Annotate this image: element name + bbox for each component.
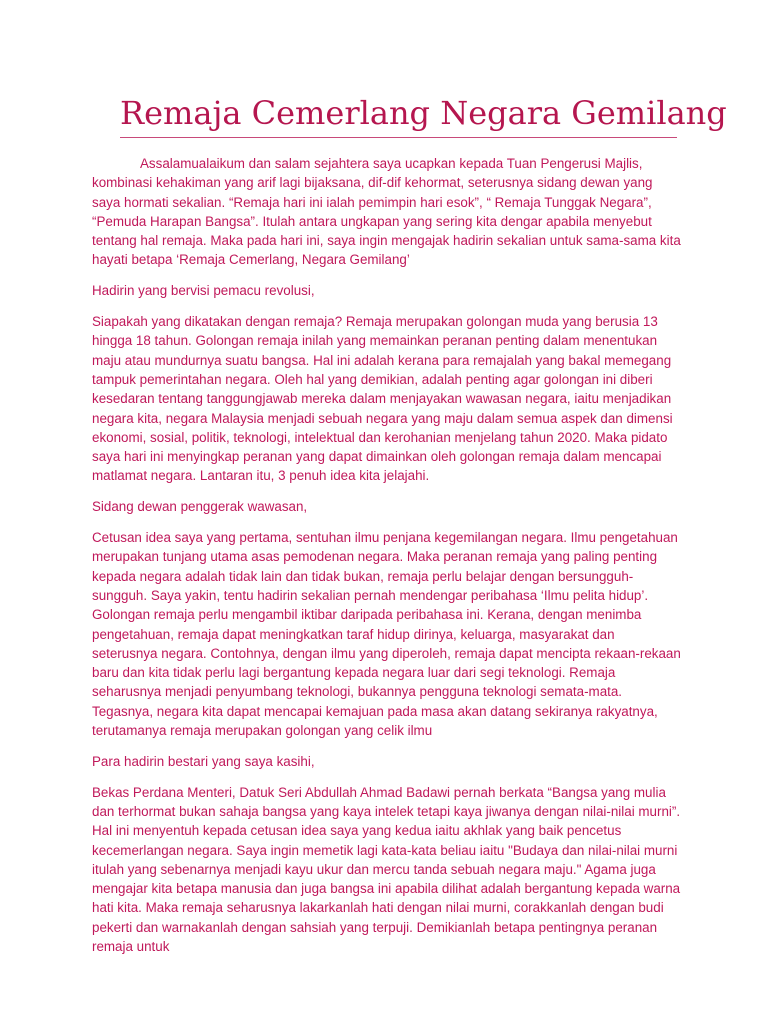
paragraph-address-3: Para hadirin bestari yang saya kasihi, bbox=[92, 753, 315, 769]
document-body bbox=[92, 154, 682, 968]
paragraph-idea-2: Bekas Perdana Menteri, Datuk Seri Abdullah Ahmad Badawi pernah berkata “Bangsa yang mulia dan terhormat bukan sahaja bangsa yang kaya intelek tetapi kaya jiwanya dengan nilai-nilai murni”. Hal ini menyentuh kepada cetusan idea saya yang kedua iaitu akhlak yang baik pencetus kecemerlangan negara. Saya ingin memetik lagi kata-kata beliau iaitu "Budaya dan nilai-nilai murni itulah yang sebenarnya menjadi kayu ukur dan mercu tanda sebuah negara maju." Agama juga mengajar kita betapa manusia dan juga bangsa ini apabila dilihat adalah bergantung kepada warna hati kita. Maka remaja seharusnya lakarkanlah hati dengan nilai murni, corakkanlah dengan budi pekerti dan warnakanlah dengan sahsiah yang terpuji. Demikianlah betapa pentingnya peranan remaja untuk bbox=[92, 784, 681, 954]
title-underline bbox=[120, 137, 677, 138]
paragraph-definition: Siapakah yang dikatakan dengan remaja? Remaja merupakan golongan muda yang berusia 13 hingga 18 tahun. Golongan remaja inilah yang memainkan peranan penting dalam menentukan maju atau mundurnya suatu bangsa. Hal ini adalah kerana para remajalah yang bakal memegang tampuk pemerintahan negara. Oleh hal yang demikian, adalah penting agar golongan ini diberi kesedaran tentang tanggungjawab mereka dalam menjayakan wawasan negara, iaitu menjadikan negara kita, negara Malaysia menjadi sebuah negara yang maju dalam semua aspek dan dimensi ekonomi, sosial, politik, teknologi, intelektual dan kerohanian menjelang tahun 2020. Maka pidato saya hari ini menyingkap peranan yang dapat dimainkan oleh golongan remaja dalam mencapai matlamat negara. Lantaran itu, 3 penuh idea kita jelajahi. bbox=[92, 314, 673, 484]
paragraph-idea-1: Cetusan idea saya yang pertama, sentuhan ilmu penjana kegemilangan negara. Ilmu pengetahuan merupakan tunjang utama asas pemodenan negara. Maka peranan remaja yang paling penting kepada negara adalah tidak lain dan tidak bukan, remaja perlu belajar dengan bersungguh-sungguh. Saya yakin, tentu hadirin sekalian pernah mendengar peribahasa ‘Ilmu pelita hidup’. Golongan remaja perlu mengambil iktibar daripada peribahasa ini. Kerana, dengan menimba pengetahuan, remaja dapat meningkatkan taraf hidup dirinya, keluarga, masyarakat dan seterusnya negara. Contohnya, dengan ilmu yang diperoleh, remaja dapat mencipta rekaan-rekaan baru dan kita tidak perlu lagi bergantung kepada negara luar dari segi teknologi. Remaja seharusnya menjadi penyumbang teknologi, bukannya pengguna teknologi semata-mata. Tegasnya, negara kita dapat mencapai kemajuan pada masa akan datang sekiranya rakyatnya, terutamanya remaja merupakan golongan yang celik ilmu bbox=[92, 530, 681, 739]
paragraph-opening: Assalamualaikum dan salam sejahtera saya ucapkan kepada Tuan Pengerusi Majlis, kombinasi kehakiman yang arif lagi bijaksana, dif-dif kehormat, seterusnya sidang dewan yang saya hormati sekalian. “Remaja hari ini ialah pemimpin hari esok”, “ Remaja Tunggak Negara”, “Pemuda Harapan Bangsa”. Itulah antara ungkapan yang sering kita dengar apabila menyebut tentang hal remaja. Maka pada hari ini, saya ingin mengajak hadirin sekalian untuk sama-sama kita hayati betapa ‘Remaja Cemerlang, Negara Gemilang’ bbox=[92, 156, 681, 268]
page-title: Remaja Cemerlang Negara Gemilang bbox=[120, 94, 727, 132]
paragraph-address-1: Hadirin yang bervisi pemacu revolusi, bbox=[92, 283, 315, 299]
paragraph-address-2: Sidang dewan penggerak wawasan, bbox=[92, 499, 308, 515]
